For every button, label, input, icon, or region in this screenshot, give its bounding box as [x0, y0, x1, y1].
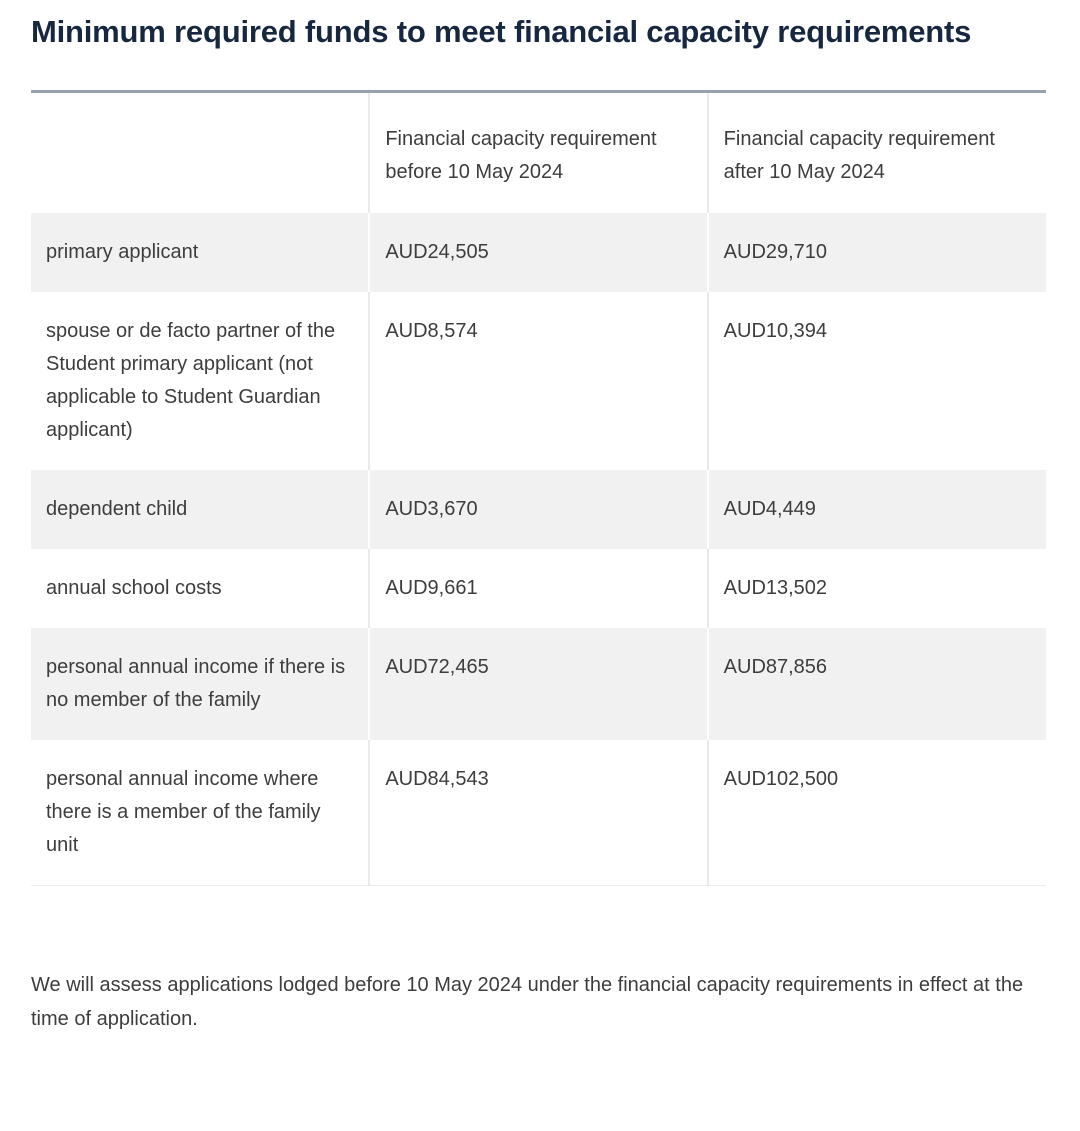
row-label-cell: annual school costs — [46, 577, 222, 599]
page-title: Minimum required funds to meet financial capacity requirements — [31, 14, 972, 49]
table-row — [31, 628, 1046, 740]
table-header — [31, 92, 1046, 214]
col-header-after: Financial capacity requirement after 10 May 2024 — [708, 92, 1046, 214]
value-before-cell: AUD3,670 — [369, 470, 707, 549]
value-after-cell: AUD4,449 — [708, 470, 1046, 549]
value-before-cell: AUD84,543 — [369, 740, 707, 886]
value-after-cell: AUD87,856 — [708, 628, 1046, 740]
value-after-cell: AUD29,710 — [708, 213, 1046, 292]
value-before-cell: AUD8,574 — [369, 292, 707, 470]
row-label-cell: dependent child — [31, 470, 369, 549]
table-body — [31, 213, 1046, 886]
table-row — [31, 213, 1046, 292]
value-before-cell: AUD72,465 — [369, 628, 707, 740]
table-row — [31, 292, 1046, 470]
value-before-cell: AUD24,505 — [369, 213, 707, 292]
row-label-cell: primary applicant — [31, 213, 369, 292]
value-after-cell: AUD102,500 — [708, 740, 1046, 886]
row-label-cell: personal annual income if there is no member of the family — [31, 628, 369, 740]
value-after-cell: AUD10,394 — [708, 292, 1046, 470]
value-after-cell: AUD13,502 — [708, 549, 1046, 628]
col-header-before: Financial capacity requirement before 10 May 2024 — [369, 92, 707, 214]
financial-capacity-table — [31, 90, 1046, 886]
col-header-empty — [31, 92, 369, 214]
row-label-cell: personal annual income where there is a member of the family unit — [46, 768, 321, 856]
table-row — [31, 470, 1046, 549]
header-row — [31, 92, 1046, 214]
row-label-cell: spouse or de facto partner of the Student primary applicant (not applicable to Student Guardian applicant) — [46, 320, 336, 441]
table-row — [31, 740, 1046, 886]
value-before-cell: AUD9,661 — [369, 549, 707, 628]
footer-note: We will assess applications lodged before 10 May 2024 under the financial capacity requirements in effect at the time of application. — [31, 974, 1024, 1030]
table-row — [31, 549, 1046, 628]
